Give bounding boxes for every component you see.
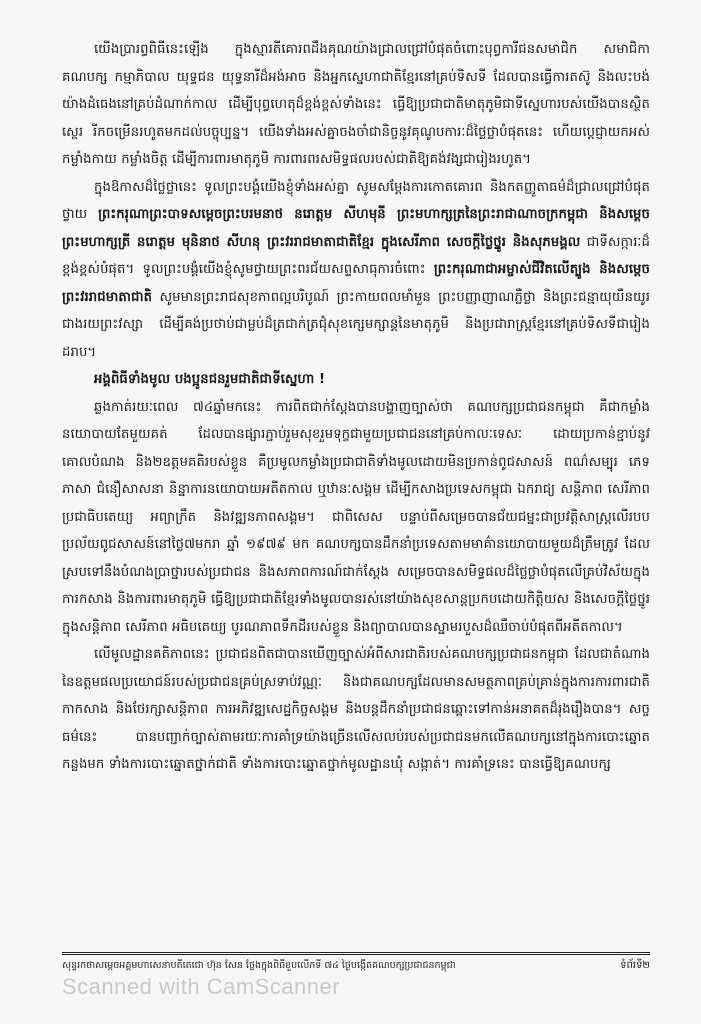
address-heading: អង្គពិធីទាំងមូល បងប្អូនជនរួមជាតិជាទីស្នេហា !	[94, 372, 326, 387]
document-body	[62, 36, 650, 779]
paragraph-2-text-middle: ជាទីសក្ការៈដ៏ខ្ពង់ខ្ពស់បំផុត។ ទូលព្រះបង្គំយើងខ្ញុំសូមថ្វាយព្រះពរជ័យសព្ទសាធុការចំពោះ	[62, 234, 650, 277]
footer-caption: សុន្ទរកថាសម្តេចអគ្គមហាសេនាបតីតេជោ ហ៊ុន សែន ថ្លែងក្នុងពិធីខួបលើកទី ៧៤ ថ្ងៃបង្កើតគណបក្សប្រជាជនកម្ពុជា	[62, 959, 456, 971]
scanner-watermark: Scanned with CamScanner	[62, 974, 341, 999]
paragraph-1: យើងប្រារព្ធពិធីនេះឡើង ក្នុងស្មារតីគោរពដឹងគុណយ៉ាងជ្រាលជ្រៅបំផុតចំពោះបុព្វការីជនសមាជិក សមាជិកាគណបក្ស កម្មាភិបាល យុទ្ធជន យុទ្ធនារីដ៏អង់អាច និងអ្នកស្នេហាជាតិខ្មែរនៅគ្រប់ទិសទី ដែលបានធ្វើការតស៊ូ និងលះបង់យ៉ាងដំធេងនៅគ្រប់ដំណាក់កាល ដើម្បីបុព្វហេតុដ៏ខ្ពង់ខ្ពស់ទាំងនេះ ធ្វើឱ្យប្រជាជាតិមាតុភូមិជាទីស្នេហារបស់យើងបានស្ថិតស្ថេរ រីកចម្រើនរហូតមកដល់បច្ចុប្បន្ន។ យើងទាំងអស់គ្នាចងចាំជានិច្ចនូវគុណូបការៈដ៏ថ្លៃថ្លាបំផុតនេះ ហើយប្តេជ្ញាយកអស់កម្លាំងកាយ កម្លាំងចិត្ត ដើម្បីការពារមាតុភូមិ ការពារពរសមិទ្ធផលរបស់ជាតិឱ្យគង់វង្សជារៀងរហូត។	[62, 42, 650, 167]
page-number: ទំព័រទី២	[620, 960, 650, 971]
royal-blessing-highlight: ព្រះករុណាជាអម្ចាស់ជីវិតលើត្បូង និងសម្តេចព្រះវររាជមាតាជាតិ	[62, 262, 650, 305]
page-footer	[62, 958, 650, 973]
paragraph-2-text-before: ក្នុងឱកាសដ៏ថ្លៃថ្លានេះ ទូលព្រះបង្គំយើងខ្ញុំទាំងអស់គ្នា សូមសម្តែងការកោតគោរព និងកតញ្ញូតាធម៌ដ៏ជ្រាលជ្រៅបំផុត ថ្វាយ	[62, 179, 650, 222]
paragraph-4: លើមូលដ្ឋានគតិភាពនេះ ប្រជាជនពិតជាបានឃើញច្បាស់អំពីសារជាតិរបស់គណបក្សប្រជាជនកម្ពុជា ដែលជាតំណាងនៃឧត្តមផលប្រយោជន៍របស់ប្រជាជនគ្រប់ស្រទាប់វណ្ណៈ និងជាគណបក្សដែលមានសមត្ថភាពគ្រប់គ្រាន់ក្នុងការការពារជាតិ កាកសាង និងថែរក្សាសន្តិភាព ការអភិវឌ្ឍសេដ្ឋកិច្ចសង្គម និងបន្តដឹកនាំប្រជាជនឆ្ពោះទៅកាន់អនាគតដ៏រុងរឿងបាន។ សច្ចធម៌នេះ បានបញ្ជាក់ច្បាស់តាមរយៈការគាំទ្រយ៉ាងច្រើនលើសលប់របស់ប្រជាជនមកលើគណបក្សនៅក្នុងការបោះឆ្នោតកន្លងមក ទាំងការបោះឆ្នោតថ្នាក់ជាតិ ទាំងការបោះឆ្នោតថ្នាក់មូលដ្ឋានឃុំ សង្កាត់។ ការគាំទ្រនេះ បានធ្វើឱ្យគណបក្ស	[62, 647, 650, 772]
footer-divider	[62, 952, 650, 955]
paragraph-3: ឆ្លងកាត់រយៈពេល ៧៤ឆ្នាំមកនេះ ការពិតជាក់ស្តែងបានបង្ហាញច្បាស់ថា គណបក្សប្រជាជនកម្ពុជា គឺជាកម្លាំងនយោបាយតែមួយគត់ ដែលបានផ្សារភ្ជាប់រួមសុខរួមទុក្ខជាមួយប្រជាជននៅគ្រប់កាលៈទេសៈ ដោយប្រកាន់ខ្ជាប់នូវគោលបំណង និង២ឧត្តមគតិរបស់ខ្លួន គឺប្រមូលកម្លាំងប្រជាជាតិទាំងមូលដោយមិនប្រកាន់ពូជសាសន៍ ពណ៌សម្បុរ ភេទ ភាសា ជំនឿសាសនា និន្នាការនយោបាយអតីតកាល ឬឋានៈសង្គម ដើម្បីកសាងប្រទេសកម្ពុជា ឯករាជ្យ សន្តិភាព សេរីភាព ប្រជាធិបតេយ្យ អព្យាក្រឹត និងវឌ្ឍនភាពសង្គម។ ជាពិសេស បន្ទាប់ពីសម្រេចបានជ័យជម្នះជាប្រវត្តិសាស្ត្រលើរបបប្រល័យពូជសាសន៍នៅថ្ងៃ៧មករា ឆ្នាំ ១៩៧៩ មក គណបក្សបានដឹកនាំប្រទេសតាមមាគ៌ានយោបាយមួយដ៏ត្រឹមត្រូវ ដែលស្របទៅនឹងបំណងប្រាថ្នារបស់ប្រជាជន និងសភាពការណ៍ជាក់ស្តែង សម្រេចបានសមិទ្ធផលដ៏ថ្លៃថ្លាបំផុតលើគ្រប់វិស័យក្នុងការកសាង និងការពារមាតុភូមិ ធ្វើឱ្យប្រជាជាតិខ្មែរទាំងមូលបានរស់នៅយ៉ាងសុខសាន្តប្រកបដោយកិត្តិយស និងសេចក្តីថ្លៃថ្នូរក្នុងសន្តិភាព សេរីភាព អធិបតេយ្យ បូរណភាពទឹកដីរបស់ខ្លួន និងព្យាបាលបានស្នាមរបួសដ៏ឈឺចាប់បំផុតពីអតីតកាល។	[62, 399, 650, 635]
royal-titles-highlight: ព្រះករុណាព្រះបាទសម្តេចព្រះបរមនាថ នរោត្តម សីហមុនី ព្រះមហាក្សត្រនៃព្រះរាជាណាចក្រកម្ពុជា និងសម្តេចព្រះមហាក្សត្រី នរោត្តម មុនិនាថ សីហនុ ព្រះវររាជមាតាជាតិខ្មែរ ក្នុងសេរីភាព សេចក្តីថ្លៃថ្នូរ និងសុភមង្គល	[62, 207, 650, 250]
paragraph-2-text-after: សូមមានព្រះរាជសុខភាពល្អបរិបូណ៍ ព្រះកាយពលមាំមួន ព្រះបញ្ញាញាណភ្លឺថ្លា និងព្រះជន្មាយុយឺនយូរជាងរយព្រះវស្សា ដើម្បីគង់ប្រថាប់ជាម្លប់ដ៏ត្រជាក់ត្រជុំសុខក្សេមក្សាន្តនៃមាតុភូមិ និងប្រជារាស្ត្រខ្មែរនៅគ្រប់ទិសទីជារៀងដរាប។	[62, 289, 650, 360]
paragraph-2	[62, 174, 650, 367]
